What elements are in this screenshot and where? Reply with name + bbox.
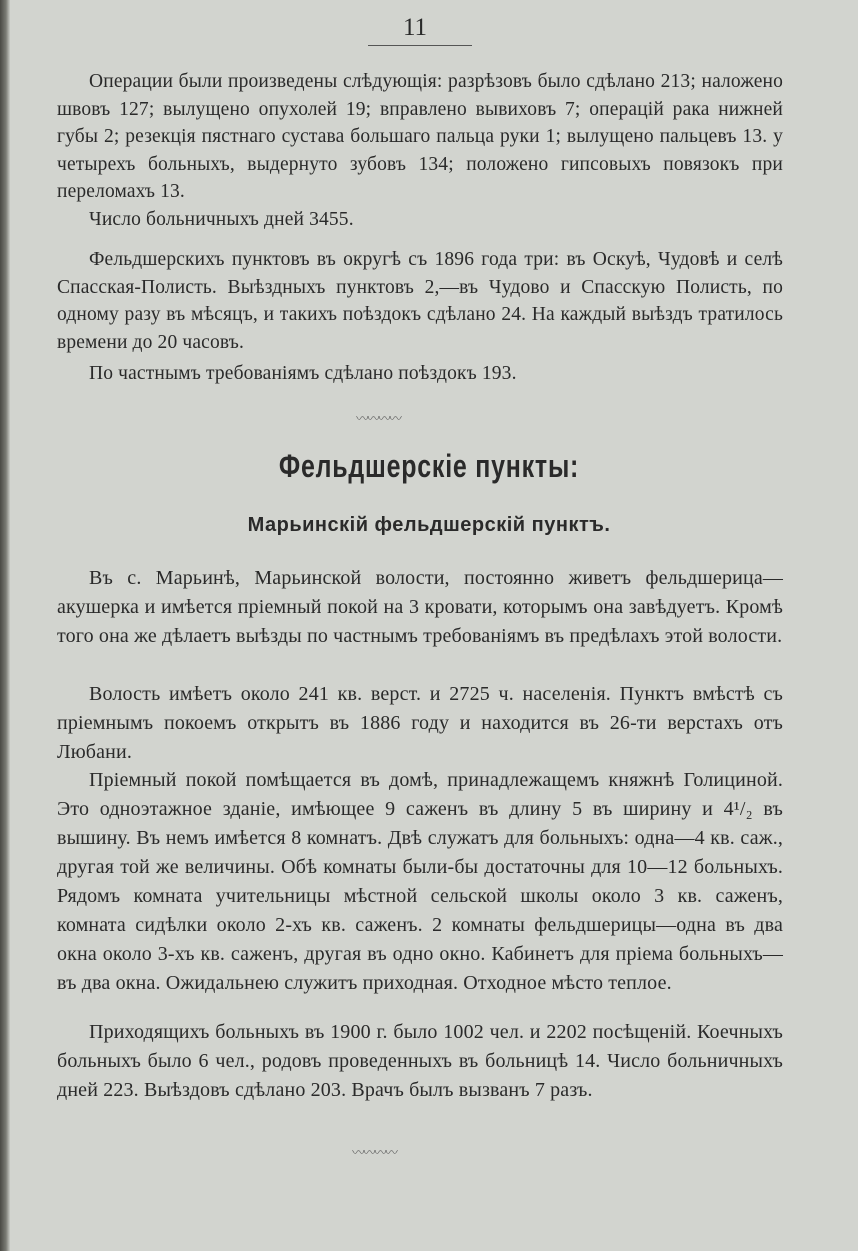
patients-stats-paragraph: Приходящихъ больныхъ въ 1900 г. было 1002 чел. и 2202 посѣщеній. Коечныхъ больныхъ было 6 чел., родовъ проведенныхъ въ больницѣ 14. Число больничныхъ дней 223. Выѣздовъ сдѣлано 203. Врачъ былъ вызванъ 7 разъ.	[57, 1021, 783, 1101]
page-number: 11	[402, 14, 428, 41]
reception-room-paragraph: Пріемный покой помѣщается въ домѣ, принадлежащемъ княжнѣ Голициной. Это одноэтажное зданіе, имѣющее 9 саженъ въ длину 5 въ ширину и 4¹/₂ въ вышину. Въ немъ имѣется 8 комнатъ. Двѣ служатъ для больныхъ: одна—4 кв. саж., другая той же величины. Обѣ комнаты были-бы достаточны для 10—12 больныхъ. Рядомъ комната учительницы мѣстной сельской школы около 3 кв. саженъ, комната сидѣлки около 2-хъ кв. саженъ. 2 комнаты фельдшерицы—одна въ два окна около 3-хъ кв. саженъ, другая въ одно окно. Кабинетъ для пріема больныхъ—въ два окна. Ожидальнею служитъ приходная. Отходное мѣсто теплое.	[57, 769, 783, 994]
volost-paragraph: Волость имѣетъ около 241 кв. верст. и 2725 ч. населенія. Пунктъ вмѣстѣ съ пріемнымъ покоемъ открытъ въ 1886 году и находится въ 26-ти верстахъ отъ Любани.	[57, 683, 783, 763]
page-binding-edge	[0, 0, 10, 1251]
marino-intro-paragraph: Въ с. Марьинѣ, Марьинской волости, постоянно живетъ фельдшерица—акушерка и имѣется пріемный покой на 3 кровати, которымъ она завѣдуетъ. Кромѣ того она же дѣлаетъ выѣзды по частнымъ требованіямъ въ предѣлахъ этой волости.	[57, 567, 783, 647]
section-subheading: Марьинскій фельдшерскій пунктъ.	[247, 514, 611, 536]
ornament-divider-bottom: 〰〰〰〰	[352, 1145, 397, 1160]
feldsher-points-paragraph: Фельдшерскихъ пунктовъ въ округѣ съ 1896 года три: въ Оскуѣ, Чудовѣ и селѣ Спасская-Полисть. Выѣздныхъ пунктовъ 2,—въ Чудово и Спасскую Полисть, по одному разу въ мѣсяцъ, и такихъ поѣздокъ сдѣлано 24. На каждый выѣздъ тратилось времени до 20 часовъ.	[57, 249, 783, 353]
hospital-days-paragraph: Число больничныхъ дней 3455.	[89, 209, 354, 230]
operations-paragraph: Операции были произведены слѣдующія: разрѣзовъ было сдѣлано 213; наложено швовъ 127; вылущено опухолей 19; вправлено вывиховъ 7; операцій рака нижней губы 2; резекція пястнаго сустава большаго пальца руки 1; вылущено пальцевъ 13. у четырехъ больныхъ, выдернуто зубовъ 134; положено гипсовыхъ повязокъ при переломахъ 13.	[57, 71, 783, 202]
page-number-rule	[368, 45, 472, 46]
private-trips-paragraph: По частнымъ требованіямъ сдѣлано поѣздокъ 193.	[89, 363, 517, 384]
ornament-divider-top: 〰〰〰〰	[356, 411, 401, 426]
section-heading: Фельдшерскіе пункты:	[278, 448, 580, 484]
